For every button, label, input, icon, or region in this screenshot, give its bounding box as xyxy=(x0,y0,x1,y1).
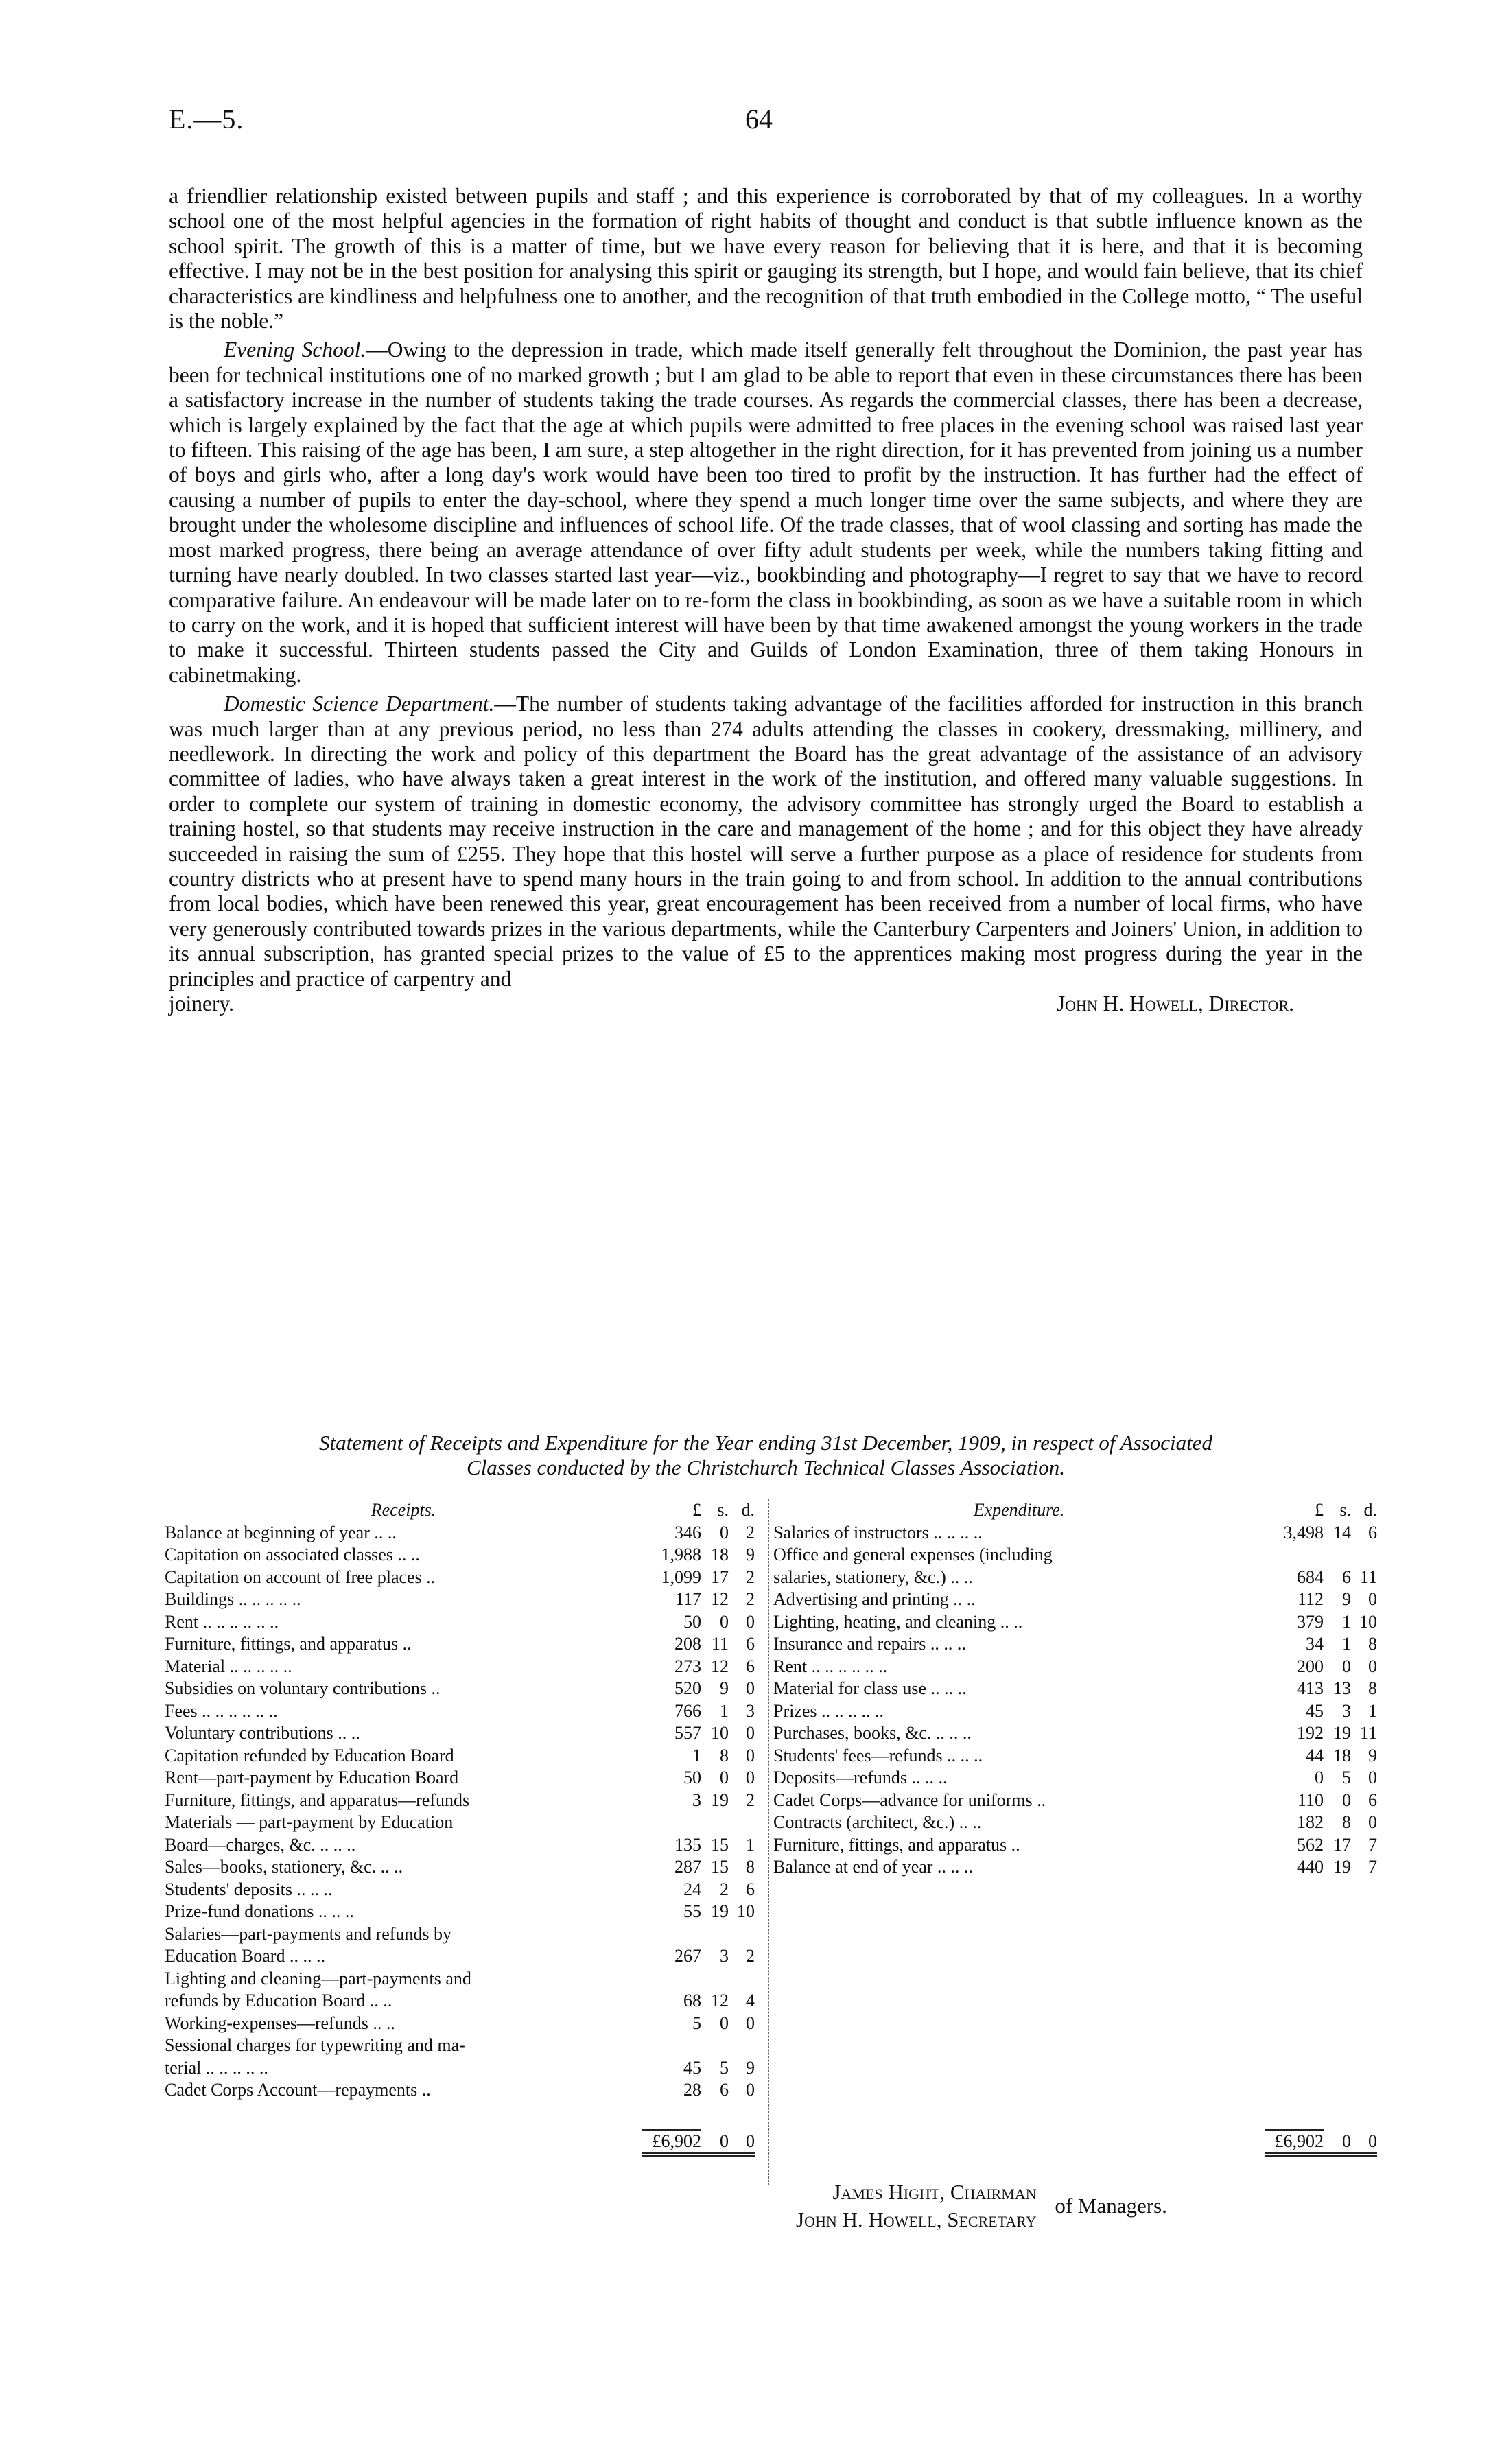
receipt-pence: 0 xyxy=(746,1768,755,1787)
expenditure-column xyxy=(768,1499,1377,2185)
receipt-desc: Subsidies on voluntary contributions .. xyxy=(165,1678,441,1698)
expenditure-row xyxy=(773,1834,1377,1857)
receipt-desc: Sales—books, stationery, &c. .. .. xyxy=(165,1857,403,1877)
receipt-row xyxy=(165,2079,755,2102)
receipt-desc: Salaries—part-payments and refunds by xyxy=(165,1923,452,1944)
expenditure-pence: 6 xyxy=(1368,1790,1377,1810)
receipt-pence: 0 xyxy=(746,2080,755,2100)
receipts-total-shillings: 0 xyxy=(701,2131,729,2157)
expenditure-desc: Office and general expenses (including xyxy=(773,1545,1053,1564)
expenditure-desc: Rent .. .. .. .. .. .. xyxy=(773,1656,888,1676)
expenditure-row xyxy=(773,1522,1377,1545)
receipt-desc: Capitation on associated classes .. .. xyxy=(165,1545,420,1564)
receipt-shillings: 19 xyxy=(711,1901,729,1921)
receipt-shillings: 6 xyxy=(720,2080,729,2100)
expenditure-pounds: 192 xyxy=(1297,1723,1324,1743)
receipt-desc: Voluntary contributions .. .. xyxy=(165,1723,360,1743)
receipt-shillings: 5 xyxy=(720,2057,729,2078)
expenditure-row xyxy=(773,1722,1377,1745)
paragraph-school-spirit: a friendlier relationship existed between pupils and staff ; and this experience is corroborated by that of my colleagues. In a worthy school one of the most helpful agencies in the formation of right habits of thought and conduct is that subtle influence known as the school spirit. The growth of this is a matter of time, but we have every reason for believing that it is here, and that it is becoming effective. I may not be in the best position for analysing this spirit or gauging its strength, but I hope, and would fain believe, that its chief characteristics are kindliness and helpfulness one to another, and the recognition of that truth embodied in the College motto, “ The useful is the noble.” xyxy=(169,184,1363,333)
expenditure-desc: Deposits—refunds .. .. .. xyxy=(773,1768,948,1787)
expenditure-row xyxy=(773,1790,1377,1812)
receipt-row xyxy=(165,1722,755,1745)
receipt-row xyxy=(165,2034,755,2057)
secretary-signature: John H. Howell, Secretary xyxy=(796,2207,1037,2231)
receipt-pence: 4 xyxy=(746,1991,755,2010)
expenditure-pence: 1 xyxy=(1368,1700,1377,1721)
receipt-pounds: 3 xyxy=(692,1790,701,1810)
heading-domestic-science: Domestic Science Department. xyxy=(224,692,495,716)
receipt-shillings: 10 xyxy=(711,1723,729,1743)
expenditure-pence: 9 xyxy=(1368,1745,1377,1765)
receipt-pence: 0 xyxy=(746,1611,755,1632)
receipt-desc: Materials — part-payment by Education xyxy=(165,1812,454,1832)
receipt-desc: Sessional charges for typewriting and ma- xyxy=(165,2035,465,2055)
receipt-pounds: 135 xyxy=(674,1834,701,1855)
expenditure-desc: Contracts (architect, &c.) .. .. xyxy=(773,1812,982,1832)
expenditure-pence: 0 xyxy=(1368,1768,1377,1787)
receipt-row xyxy=(165,1879,755,1901)
receipts-heading: Receipts. xyxy=(371,1500,436,1520)
receipt-pence: 2 xyxy=(746,1589,755,1609)
receipt-pounds: 273 xyxy=(674,1656,701,1676)
receipt-desc: Cadet Corps Account—repayments .. xyxy=(165,2080,431,2100)
expenditure-desc: Prizes .. .. .. .. .. xyxy=(773,1700,884,1721)
unit-pence: d. xyxy=(1363,1500,1377,1520)
expenditure-pence: 8 xyxy=(1368,1634,1377,1654)
receipt-shillings: 12 xyxy=(711,1656,729,1676)
expenditure-pounds: 379 xyxy=(1297,1611,1324,1632)
receipt-shillings: 8 xyxy=(720,1745,729,1765)
receipt-pounds: 1,099 xyxy=(661,1567,701,1587)
page-header xyxy=(169,103,1363,144)
expenditure-pounds: 413 xyxy=(1297,1678,1324,1698)
expenditure-row xyxy=(773,1700,1377,1723)
receipt-row xyxy=(165,1656,755,1678)
receipt-row xyxy=(165,1945,755,1968)
receipt-desc: Capitation refunded by Education Board xyxy=(165,1745,454,1765)
receipt-pounds: 68 xyxy=(683,1991,701,2010)
expenditure-pounds: 44 xyxy=(1306,1745,1324,1765)
receipts-total-pounds: £6,902 xyxy=(642,2129,701,2157)
expenditure-row xyxy=(773,1745,1377,1768)
expenditure-total-pounds: £6,902 xyxy=(1265,2129,1324,2157)
receipt-desc: Capitation on account of free places .. xyxy=(165,1567,436,1587)
receipt-pence: 2 xyxy=(746,1522,755,1542)
expenditure-pence: 6 xyxy=(1368,1522,1377,1542)
expenditure-desc: Students' fees—refunds .. .. .. xyxy=(773,1745,983,1765)
expenditure-pounds: 45 xyxy=(1306,1700,1324,1721)
expenditure-row xyxy=(773,1633,1377,1656)
receipt-shillings: 3 xyxy=(720,1946,729,1966)
receipt-pounds: 45 xyxy=(683,2057,701,2078)
expenditure-header xyxy=(773,1499,1377,1522)
expenditure-pounds: 112 xyxy=(1297,1589,1324,1609)
report-body xyxy=(169,184,1363,1016)
expenditure-pence: 10 xyxy=(1359,1611,1377,1632)
receipt-pence: 1 xyxy=(746,1834,755,1855)
receipts-total-row xyxy=(165,2129,755,2157)
expenditure-desc: Furniture, fittings, and apparatus .. xyxy=(773,1834,1020,1855)
receipt-pence: 9 xyxy=(746,2057,755,2078)
receipt-pounds: 50 xyxy=(683,1768,701,1787)
expenditure-shillings: 1 xyxy=(1342,1611,1351,1632)
receipt-pounds: 208 xyxy=(674,1634,701,1654)
expenditure-rows xyxy=(773,1522,1377,1879)
receipt-desc: Rent—part-payment by Education Board xyxy=(165,1768,459,1787)
expenditure-pence: 7 xyxy=(1368,1857,1377,1877)
receipt-desc: Fees .. .. .. .. .. .. xyxy=(165,1700,278,1721)
text-domestic-science: —The number of students taking advantage of the facilities afforded for instruction in this branch was much larger than at any previous period, no less than 274 adults attending the classes in cookery, dressmaking, millinery, and needlework. In directing the work and policy of this department the Board has the great advantage of the assistance of an advisory committee of ladies, who have always taken a great interest in the work of the institution, and offered many valuable suggestions. In order to complete our system of training in domestic economy, the advisory committee has strongly urged the Board to establish a training hostel, so that students may receive instruction in the care and management of the home ; and for this object they have already succeeded in raising the sum of £255. They hope that this hostel will serve a further purpose as a place of residence for students from country districts who at present have to spend many hours in the train going to and from school. In addition to the annual contributions from local bodies, which have been renewed this year, great encouragement has been received from a number of local firms, who have very generously contributed towards prizes in the various departments, while the Canterbury Carpenters and Joiners' Union, in addition to its annual subscription, has granted special prizes to the value of £5 to the apprentices making most progress during the year in the principles and practice of carpentry and xyxy=(169,692,1363,991)
receipt-pounds: 50 xyxy=(683,1611,701,1632)
receipt-pounds: 1 xyxy=(692,1745,701,1765)
expenditure-pounds: 182 xyxy=(1297,1812,1324,1832)
expenditure-pence: 8 xyxy=(1368,1678,1377,1698)
text-evening-school: —Owing to the depression in trade, which made itself generally felt throughout the Dominion, the past year has been for technical institutions one of no marked growth ; but I am glad to be able to report that even in these circumstances there has been a satisfactory increase in the number of students taking the trade courses. As regards the commercial classes, there has been a decrease, which is largely explained by the fact that the age at which pupils were admitted to free places in the evening school was raised last year to fifteen. This raising of the age has been, I am sure, a step altogether in the right direction, for it has prevented from joining us a number of boys and girls who, after a long day's work would have been too tired to profit by the instruction. It has further had the effect of causing a number of pupils to enter the day-school, where they spend a much longer time over the same subjects, and where they are brought under the wholesome discipline and influences of school life. Of the trade classes, that of wool classing and sorting has made the most marked progress, there being an average attendance of over fifty adult students per week, while the numbers taking fitting and turning have nearly doubled. In two classes started last year—viz., bookbinding and photography—I regret to say that we have to record comparative failure. An endeavour will be made later on to re-form the class in bookbinding, as soon as we have a suitable room in which to carry on the work, and it is hoped that sufficient interest will have been by that time awakened amongst the young workers in the trade to make it successful. Thirteen students passed the City and Guilds of London Examination, three of them taking Honours in cabinetmaking. xyxy=(169,338,1363,687)
expenditure-row xyxy=(773,1767,1377,1790)
signatory-names xyxy=(796,2179,1037,2233)
receipt-desc: Prize-fund donations .. .. .. xyxy=(165,1901,354,1921)
receipt-pounds: 117 xyxy=(674,1589,701,1609)
expenditure-pounds: 0 xyxy=(1315,1768,1324,1787)
receipt-shillings: 15 xyxy=(711,1857,729,1877)
receipt-pence: 2 xyxy=(746,1946,755,1966)
expenditure-desc: Advertising and printing .. .. xyxy=(773,1589,976,1609)
expenditure-pence: 7 xyxy=(1368,1834,1377,1855)
expenditure-desc: Cadet Corps—advance for uniforms .. xyxy=(773,1790,1046,1810)
receipt-shillings: 11 xyxy=(711,1634,729,1654)
expenditure-total-pence: 0 xyxy=(1351,2131,1377,2157)
receipt-row xyxy=(165,1834,755,1857)
expenditure-row xyxy=(773,1611,1377,1634)
statement-title-line-2: Classes conducted by the Christchurch Technical Classes Association. xyxy=(467,1455,1065,1479)
receipts-rows xyxy=(165,1522,755,2102)
expenditure-row xyxy=(773,1588,1377,1611)
receipt-row xyxy=(165,1990,755,2013)
receipt-desc: Education Board .. .. .. xyxy=(165,1946,325,1966)
receipt-row xyxy=(165,1856,755,1879)
receipt-shillings: 17 xyxy=(711,1567,729,1587)
managers-signatures xyxy=(796,2179,1317,2233)
receipt-row xyxy=(165,1767,755,1790)
expenditure-total-shillings: 0 xyxy=(1324,2131,1351,2157)
receipt-pence: 3 xyxy=(746,1700,755,1721)
receipt-row xyxy=(165,1700,755,1723)
expenditure-shillings: 5 xyxy=(1342,1768,1351,1787)
receipt-pounds: 28 xyxy=(683,2080,701,2100)
paragraph-domestic-science xyxy=(169,692,1363,992)
expenditure-shillings: 13 xyxy=(1333,1678,1351,1698)
expenditure-shillings: 1 xyxy=(1342,1634,1351,1654)
receipt-shillings: 0 xyxy=(720,1768,729,1787)
receipt-shillings: 0 xyxy=(720,1611,729,1632)
chairman-signature: James Hight, Chairman xyxy=(832,2180,1037,2204)
expenditure-row xyxy=(773,1567,1377,1589)
receipt-shillings: 12 xyxy=(711,1589,729,1609)
receipt-pence: 9 xyxy=(746,1545,755,1564)
expenditure-shillings: 19 xyxy=(1333,1723,1351,1743)
receipt-desc: Balance at beginning of year .. .. xyxy=(165,1522,397,1542)
director-signoff-line xyxy=(169,992,1363,1016)
receipt-desc: Working-expenses—refunds .. .. xyxy=(165,2013,395,2033)
receipt-pounds: 1,988 xyxy=(661,1545,701,1564)
expenditure-pounds: 34 xyxy=(1306,1634,1324,1654)
unit-shillings: s. xyxy=(717,1500,729,1520)
receipt-desc: Furniture, fittings, and apparatus—refunds xyxy=(165,1790,470,1810)
receipts-column xyxy=(165,1499,755,2157)
receipt-row xyxy=(165,1611,755,1634)
expenditure-pounds: 3,498 xyxy=(1283,1522,1324,1542)
receipt-pounds: 766 xyxy=(674,1700,701,1721)
receipt-pounds: 346 xyxy=(674,1522,701,1542)
receipt-pence: 8 xyxy=(746,1857,755,1877)
unit-pounds: £ xyxy=(692,1500,701,1520)
expenditure-row xyxy=(773,1544,1377,1567)
receipt-desc: Furniture, fittings, and apparatus .. xyxy=(165,1634,412,1654)
receipt-row xyxy=(165,1923,755,1946)
receipt-pence: 0 xyxy=(746,1745,755,1765)
expenditure-desc: Balance at end of year .. .. .. xyxy=(773,1857,973,1877)
expenditure-shillings: 0 xyxy=(1342,1790,1351,1810)
receipt-row xyxy=(165,1567,755,1589)
receipt-row xyxy=(165,1588,755,1611)
expenditure-shillings: 8 xyxy=(1342,1812,1351,1832)
receipt-pence: 10 xyxy=(737,1901,755,1921)
expenditure-pounds: 110 xyxy=(1297,1790,1324,1810)
receipt-shillings: 9 xyxy=(720,1678,729,1698)
expenditure-shillings: 19 xyxy=(1333,1857,1351,1877)
receipt-pounds: 287 xyxy=(674,1857,701,1877)
receipt-row xyxy=(165,1544,755,1567)
receipt-pounds: 24 xyxy=(683,1879,701,1899)
receipt-desc: Buildings .. .. .. .. .. xyxy=(165,1589,301,1609)
statement-title-line-1: Statement of Receipts and Expenditure for the Year ending 31st December, 1909, in respect of Associated xyxy=(318,1431,1213,1455)
expenditure-pence: 0 xyxy=(1368,1812,1377,1832)
expenditure-shillings: 17 xyxy=(1333,1834,1351,1855)
receipt-pence: 0 xyxy=(746,1678,755,1698)
receipt-shillings: 2 xyxy=(720,1879,729,1899)
receipt-shillings: 19 xyxy=(711,1790,729,1810)
receipt-row xyxy=(165,1790,755,1812)
receipt-shillings: 12 xyxy=(711,1991,729,2010)
receipt-desc: Rent .. .. .. .. .. .. xyxy=(165,1611,279,1632)
expenditure-pounds: 440 xyxy=(1297,1857,1324,1877)
receipt-row xyxy=(165,1633,755,1656)
expenditure-desc: salaries, stationery, &c.) .. .. xyxy=(773,1567,973,1587)
expenditure-pounds: 562 xyxy=(1297,1834,1324,1855)
receipt-pounds: 5 xyxy=(692,2013,701,2033)
unit-shillings: s. xyxy=(1339,1500,1351,1520)
receipt-pounds: 557 xyxy=(674,1723,701,1743)
receipt-row xyxy=(165,2057,755,2080)
receipt-pence: 6 xyxy=(746,1879,755,1899)
paragraph-evening-school xyxy=(169,338,1363,688)
receipt-desc: Students' deposits .. .. .. xyxy=(165,1879,333,1899)
receipt-pence: 6 xyxy=(746,1656,755,1676)
unit-pence: d. xyxy=(741,1500,755,1520)
heading-evening-school: Evening School. xyxy=(224,338,366,362)
expenditure-desc: Purchases, books, &c. .. .. .. xyxy=(773,1723,972,1743)
expenditure-pounds: 200 xyxy=(1297,1656,1324,1676)
statement-title xyxy=(169,1431,1363,1480)
receipt-row xyxy=(165,1901,755,1923)
expenditure-pence: 11 xyxy=(1359,1723,1377,1743)
expenditure-total-row xyxy=(773,2129,1377,2157)
expenditure-shillings: 18 xyxy=(1333,1745,1351,1765)
expenditure-shillings: 6 xyxy=(1342,1567,1351,1587)
receipt-row xyxy=(165,1968,755,1991)
expenditure-pence: 0 xyxy=(1368,1656,1377,1676)
receipt-desc: Board—charges, &c. .. .. .. xyxy=(165,1834,356,1855)
receipt-shillings: 18 xyxy=(711,1545,729,1564)
receipt-row xyxy=(165,1811,755,1834)
receipt-pence: 6 xyxy=(746,1634,755,1654)
receipt-pounds: 55 xyxy=(683,1901,701,1921)
receipt-shillings: 0 xyxy=(720,2013,729,2033)
receipt-pounds: 267 xyxy=(674,1946,701,1966)
receipt-row xyxy=(165,1522,755,1545)
report-code: E.—5. xyxy=(169,104,244,134)
expenditure-pence: 0 xyxy=(1368,1589,1377,1609)
expenditure-desc: Insurance and repairs .. .. .. xyxy=(773,1634,966,1654)
expenditure-desc: Lighting, heating, and cleaning .. .. xyxy=(773,1611,1023,1632)
receipt-shillings: 1 xyxy=(720,1700,729,1721)
expenditure-row xyxy=(773,1656,1377,1678)
receipt-pence: 2 xyxy=(746,1567,755,1587)
receipts-header xyxy=(165,1499,755,1522)
unit-pounds: £ xyxy=(1315,1500,1324,1520)
receipt-shillings: 0 xyxy=(720,1522,729,1542)
expenditure-row xyxy=(773,1856,1377,1879)
expenditure-shillings: 0 xyxy=(1342,1656,1351,1676)
receipt-shillings: 15 xyxy=(711,1834,729,1855)
managers-suffix: of Managers. xyxy=(1050,2187,1167,2225)
receipt-row xyxy=(165,2013,755,2035)
receipt-pence: 0 xyxy=(746,2013,755,2033)
receipt-desc: Lighting and cleaning—part-payments and xyxy=(165,1968,471,1988)
receipt-desc: terial .. .. .. .. .. xyxy=(165,2057,268,2078)
text-joinery: joinery. xyxy=(169,992,235,1016)
receipt-pounds: 520 xyxy=(674,1678,701,1698)
page-number: 64 xyxy=(745,104,773,134)
receipt-pence: 0 xyxy=(746,1723,755,1743)
expenditure-row xyxy=(773,1811,1377,1834)
expenditure-desc: Material for class use .. .. .. xyxy=(773,1678,967,1698)
expenditure-shillings: 3 xyxy=(1342,1700,1351,1721)
receipt-row xyxy=(165,1678,755,1700)
expenditure-row xyxy=(773,1678,1377,1700)
receipt-pence: 2 xyxy=(746,1790,755,1810)
director-signoff: John H. Howell, Director. xyxy=(1056,992,1294,1016)
receipt-desc: Material .. .. .. .. .. xyxy=(165,1656,292,1676)
receipt-desc: refunds by Education Board .. .. xyxy=(165,1991,392,2010)
expenditure-pounds: 684 xyxy=(1297,1567,1324,1587)
expenditure-shillings: 9 xyxy=(1342,1589,1351,1609)
receipt-row xyxy=(165,1745,755,1768)
expenditure-heading: Expenditure. xyxy=(973,1500,1065,1520)
expenditure-desc: Salaries of instructors .. .. .. .. xyxy=(773,1522,983,1542)
expenditure-shillings: 14 xyxy=(1333,1522,1351,1542)
receipts-total-pence: 0 xyxy=(729,2131,755,2157)
expenditure-pence: 11 xyxy=(1359,1567,1377,1587)
